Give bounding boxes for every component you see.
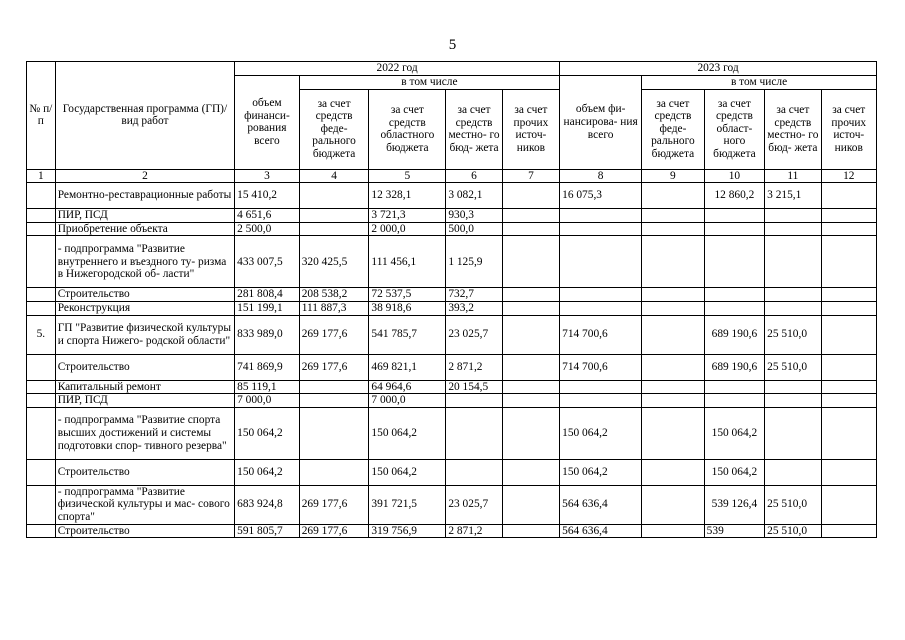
table-body	[27, 183, 877, 538]
row-number	[27, 301, 56, 315]
cell-value: 38 918,6	[369, 301, 446, 315]
header-year-2023: 2023 год	[560, 62, 877, 76]
cell-value	[299, 459, 369, 485]
header-other-2022: за счет прочих источ- ников	[502, 89, 559, 169]
row-number	[27, 354, 56, 380]
cell-value: 564 636,4	[560, 485, 642, 524]
cell-value: 541 785,7	[369, 315, 446, 354]
row-number	[27, 183, 56, 209]
cell-value	[821, 209, 876, 223]
cell-value	[765, 380, 821, 394]
cell-value: 269 177,6	[299, 315, 369, 354]
cell-value	[765, 394, 821, 408]
cell-value	[502, 394, 559, 408]
budget-table	[26, 61, 877, 538]
header-year-2022: 2022 год	[235, 62, 560, 76]
cell-value: 12 328,1	[369, 183, 446, 209]
cell-value: 281 808,4	[235, 288, 300, 302]
table-row	[27, 407, 877, 459]
cell-value: 150 064,2	[560, 407, 642, 459]
row-name: Строительство	[55, 524, 234, 538]
column-number: 8	[560, 169, 642, 183]
cell-value	[642, 183, 705, 209]
cell-value	[502, 288, 559, 302]
row-name: - подпрограмма "Развитие спорта высших достижений и системы подготовки спор- тивного резерва"	[55, 407, 234, 459]
header-local-2022: за счет средств местно- го бюд- жета	[446, 89, 502, 169]
cell-value: 3 721,3	[369, 209, 446, 223]
page-number: 5	[448, 37, 457, 53]
header-other-2023: за счет прочих источ- ников	[821, 89, 876, 169]
row-name: Строительство	[55, 354, 234, 380]
cell-value	[765, 222, 821, 236]
cell-value: 111 887,3	[299, 301, 369, 315]
cell-value: 150 064,2	[369, 407, 446, 459]
column-number: 6	[446, 169, 502, 183]
cell-value	[765, 288, 821, 302]
cell-value	[299, 394, 369, 408]
cell-value: 539 126,4	[704, 485, 764, 524]
row-name: Реконструкция	[55, 301, 234, 315]
cell-value	[560, 301, 642, 315]
cell-value	[642, 209, 705, 223]
cell-value: 269 177,6	[299, 485, 369, 524]
cell-value	[765, 236, 821, 288]
cell-value: 319 756,9	[369, 524, 446, 538]
row-number	[27, 380, 56, 394]
cell-value	[299, 222, 369, 236]
cell-value: 151 199,1	[235, 301, 300, 315]
cell-value: 150 064,2	[369, 459, 446, 485]
header-total-2022: объем финанси- рования всего	[235, 76, 300, 170]
cell-value: 1 125,9	[446, 236, 502, 288]
cell-value	[642, 459, 705, 485]
cell-value: 7 000,0	[235, 394, 300, 408]
table-row	[27, 183, 877, 209]
cell-value	[642, 236, 705, 288]
cell-value	[765, 459, 821, 485]
cell-value: 150 064,2	[235, 459, 300, 485]
cell-value	[821, 288, 876, 302]
cell-value: 25 510,0	[765, 485, 821, 524]
cell-value	[642, 407, 705, 459]
row-number	[27, 236, 56, 288]
cell-value: 4 651,6	[235, 209, 300, 223]
cell-value	[821, 222, 876, 236]
column-number: 7	[502, 169, 559, 183]
cell-value	[502, 485, 559, 524]
column-number: 2	[55, 169, 234, 183]
table-row	[27, 288, 877, 302]
cell-value	[821, 380, 876, 394]
cell-value	[642, 354, 705, 380]
cell-value	[560, 209, 642, 223]
row-name: Строительство	[55, 288, 234, 302]
cell-value	[502, 236, 559, 288]
table-header	[27, 62, 877, 183]
row-name: ПИР, ПСД	[55, 394, 234, 408]
cell-value	[446, 459, 502, 485]
cell-value: 208 538,2	[299, 288, 369, 302]
cell-value	[502, 459, 559, 485]
cell-value	[821, 183, 876, 209]
table-row	[27, 394, 877, 408]
row-number	[27, 288, 56, 302]
cell-value: 25 510,0	[765, 524, 821, 538]
column-number: 11	[765, 169, 821, 183]
cell-value	[642, 288, 705, 302]
header-federal-2022: за счет средств феде- рального бюджета	[299, 89, 369, 169]
cell-value	[821, 485, 876, 524]
cell-value	[704, 380, 764, 394]
column-number: 1	[27, 169, 56, 183]
cell-value: 23 025,7	[446, 485, 502, 524]
cell-value: 732,7	[446, 288, 502, 302]
cell-value	[502, 301, 559, 315]
cell-value	[502, 354, 559, 380]
cell-value	[821, 524, 876, 538]
cell-value	[821, 301, 876, 315]
cell-value: 20 154,5	[446, 380, 502, 394]
cell-value	[642, 485, 705, 524]
row-number	[27, 394, 56, 408]
cell-value	[765, 209, 821, 223]
cell-value	[704, 301, 764, 315]
cell-value	[299, 380, 369, 394]
cell-value: 15 410,2	[235, 183, 300, 209]
column-numbers-row	[27, 169, 877, 183]
cell-value	[821, 315, 876, 354]
cell-value	[704, 209, 764, 223]
table-row	[27, 459, 877, 485]
cell-value: 3 215,1	[765, 183, 821, 209]
header-total-2023: объем фи- нансирова- ния всего	[560, 76, 642, 170]
table-row	[27, 209, 877, 223]
column-number: 3	[235, 169, 300, 183]
header-regional-2023: за счет средств област- ного бюджета	[704, 89, 764, 169]
row-number	[27, 524, 56, 538]
cell-value: 7 000,0	[369, 394, 446, 408]
cell-value: 25 510,0	[765, 354, 821, 380]
cell-value	[502, 380, 559, 394]
cell-value	[446, 407, 502, 459]
cell-value: 150 064,2	[560, 459, 642, 485]
cell-value	[560, 394, 642, 408]
cell-value	[704, 236, 764, 288]
cell-value	[560, 236, 642, 288]
cell-value: 320 425,5	[299, 236, 369, 288]
cell-value: 2 000,0	[369, 222, 446, 236]
table-row	[27, 485, 877, 524]
header-program: Государственная программа (ГП)/ вид работ	[55, 62, 234, 170]
column-number: 9	[642, 169, 705, 183]
cell-value: 85 119,1	[235, 380, 300, 394]
cell-value: 714 700,6	[560, 315, 642, 354]
cell-value: 3 082,1	[446, 183, 502, 209]
cell-value	[821, 394, 876, 408]
cell-value	[642, 315, 705, 354]
cell-value	[560, 380, 642, 394]
cell-value	[299, 183, 369, 209]
cell-value	[502, 407, 559, 459]
table-row	[27, 380, 877, 394]
cell-value: 64 964,6	[369, 380, 446, 394]
row-name: Приобретение объекта	[55, 222, 234, 236]
table-row	[27, 236, 877, 288]
cell-value: 833 989,0	[235, 315, 300, 354]
cell-value: 930,3	[446, 209, 502, 223]
column-number: 10	[704, 169, 764, 183]
cell-value	[821, 354, 876, 380]
row-number	[27, 222, 56, 236]
cell-value: 391 721,5	[369, 485, 446, 524]
cell-value: 683 924,8	[235, 485, 300, 524]
cell-value: 150 064,2	[704, 459, 764, 485]
column-number: 5	[369, 169, 446, 183]
cell-value: 564 636,4	[560, 524, 642, 538]
header-including-2022: в том числе	[299, 76, 559, 90]
cell-value	[704, 222, 764, 236]
cell-value: 433 007,5	[235, 236, 300, 288]
cell-value: 469 821,1	[369, 354, 446, 380]
column-number: 4	[299, 169, 369, 183]
column-number: 12	[821, 169, 876, 183]
cell-value	[299, 209, 369, 223]
cell-value: 2 871,2	[446, 524, 502, 538]
cell-value	[821, 407, 876, 459]
cell-value	[642, 524, 705, 538]
cell-value: 150 064,2	[235, 407, 300, 459]
row-number	[27, 209, 56, 223]
cell-value: 72 537,5	[369, 288, 446, 302]
cell-value: 714 700,6	[560, 354, 642, 380]
cell-value	[560, 222, 642, 236]
cell-value: 269 177,6	[299, 524, 369, 538]
cell-value: 591 805,7	[235, 524, 300, 538]
cell-value: 689 190,6	[704, 354, 764, 380]
cell-value	[821, 459, 876, 485]
cell-value: 539	[704, 524, 764, 538]
cell-value	[704, 394, 764, 408]
cell-value	[299, 407, 369, 459]
row-number: 5.	[27, 315, 56, 354]
cell-value	[502, 183, 559, 209]
cell-value	[642, 301, 705, 315]
cell-value	[502, 524, 559, 538]
row-number	[27, 485, 56, 524]
cell-value	[502, 209, 559, 223]
cell-value: 689 190,6	[704, 315, 764, 354]
header-federal-2023: за счет средств феде- рального бюджета	[642, 89, 705, 169]
header-no: № п/п	[27, 62, 56, 170]
cell-value: 269 177,6	[299, 354, 369, 380]
cell-value: 25 510,0	[765, 315, 821, 354]
cell-value	[704, 288, 764, 302]
cell-value: 2 871,2	[446, 354, 502, 380]
row-name: - подпрограмма "Развитие внутреннего и въездного ту- ризма в Нижегородской об- ласти"	[55, 236, 234, 288]
header-including-2023: в том числе	[642, 76, 877, 90]
cell-value: 500,0	[446, 222, 502, 236]
cell-value	[642, 380, 705, 394]
row-number	[27, 407, 56, 459]
cell-value: 16 075,3	[560, 183, 642, 209]
cell-value	[446, 394, 502, 408]
cell-value	[560, 288, 642, 302]
cell-value	[502, 222, 559, 236]
row-name: Капитальный ремонт	[55, 380, 234, 394]
row-name: ПИР, ПСД	[55, 209, 234, 223]
row-name: Строительство	[55, 459, 234, 485]
cell-value: 111 456,1	[369, 236, 446, 288]
cell-value	[821, 236, 876, 288]
cell-value: 23 025,7	[446, 315, 502, 354]
table-row	[27, 315, 877, 354]
table-row	[27, 524, 877, 538]
cell-value: 741 869,9	[235, 354, 300, 380]
row-name: ГП "Развитие физической культуры и спорта Нижего- родской области"	[55, 315, 234, 354]
row-number	[27, 459, 56, 485]
cell-value	[765, 407, 821, 459]
table-row	[27, 354, 877, 380]
cell-value: 12 860,2	[704, 183, 764, 209]
header-local-2023: за счет средств местно- го бюд- жета	[765, 89, 821, 169]
cell-value: 150 064,2	[704, 407, 764, 459]
cell-value: 2 500,0	[235, 222, 300, 236]
table-row	[27, 301, 877, 315]
cell-value	[642, 394, 705, 408]
row-name: - подпрограмма "Развитие физической культуры и мас- сового спорта"	[55, 485, 234, 524]
header-regional-2022: за счет средств областного бюджета	[369, 89, 446, 169]
cell-value	[642, 222, 705, 236]
row-name: Ремонтно-реставрационные работы	[55, 183, 234, 209]
cell-value	[502, 315, 559, 354]
cell-value	[765, 301, 821, 315]
table-row	[27, 222, 877, 236]
cell-value: 393,2	[446, 301, 502, 315]
